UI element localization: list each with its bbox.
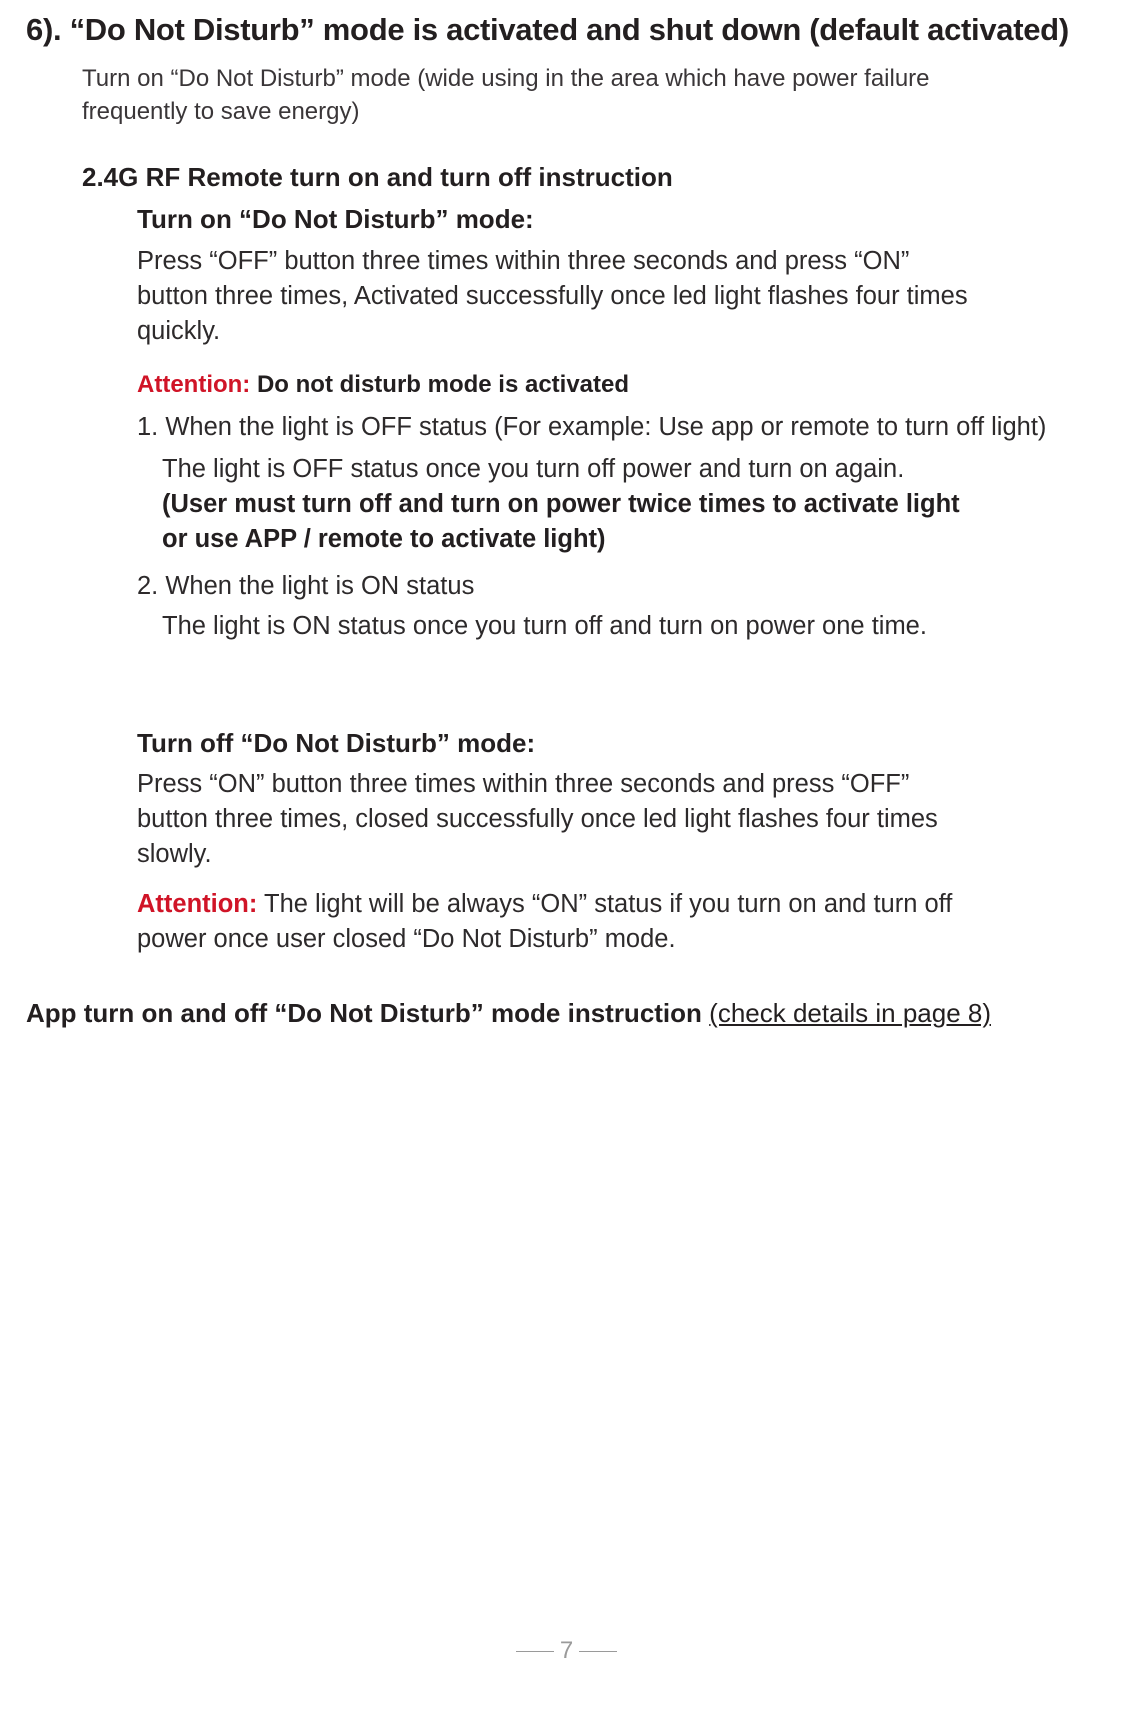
turn-on-instructions [137,244,1077,349]
attention-label: Attention: [137,371,251,398]
list-item-on-description: The light is ON status once you turn off and turn on power one time. [162,612,927,640]
list-item-off-note [162,487,1062,557]
attention-label: Attention: [137,890,258,918]
list-item-off-status: 1. When the light is OFF status (For example: Use app or remote to turn off light) [137,413,1047,441]
instruction-line: button three times, closed successfully once led light flashes four times [137,805,938,833]
attention-text: The light will be always “ON” status if you turn on and turn off [264,890,953,918]
intro-paragraph [82,62,1042,128]
list-item-off-description: The light is OFF status once you turn off power and turn on again. [162,455,905,483]
attention-line: power once user closed “Do Not Disturb” mode. [137,925,676,953]
turn-on-heading: Turn on “Do Not Disturb” mode: [137,204,534,234]
page-footer [0,1636,1133,1666]
note-line: (User must turn off and turn on power twice times to activate light [162,490,960,518]
attention-line [137,887,1077,922]
footer-rule-left [516,1651,554,1652]
turn-off-heading: Turn off “Do Not Disturb” mode: [137,728,536,758]
instruction-line: button three times, Activated successfully once led light flashes four times [137,282,968,310]
app-instruction [26,996,991,1030]
instruction-line: quickly. [137,317,221,345]
instruction-line: Press “ON” button three times within three seconds and press “OFF” [137,770,910,798]
section-title: 6). “Do Not Disturb” mode is activated and shut down (default activated) [26,12,1069,47]
turn-on-attention [137,367,1077,402]
footer-rule-right [579,1651,617,1652]
instruction-line: slowly. [137,840,212,868]
intro-line: Turn on “Do Not Disturb” mode (wide using in the area which have power failure [82,65,930,92]
rf-remote-heading: 2.4G RF Remote turn on and turn off instruction [82,162,673,192]
turn-off-attention [137,887,1077,957]
attention-text: Do not disturb mode is activated [256,371,630,398]
page-number: 7 [559,1637,574,1664]
page-8-link[interactable]: (check details in page 8) [709,998,991,1028]
app-instruction-text: App turn on and off “Do Not Disturb” mode instruction [26,998,702,1028]
intro-line: frequently to save energy) [82,98,360,125]
turn-off-instructions [137,767,1077,872]
list-item-on-status: 2. When the light is ON status [137,572,475,600]
note-line: or use APP / remote to activate light) [162,525,606,553]
instruction-line: Press “OFF” button three times within three seconds and press “ON” [137,247,910,275]
